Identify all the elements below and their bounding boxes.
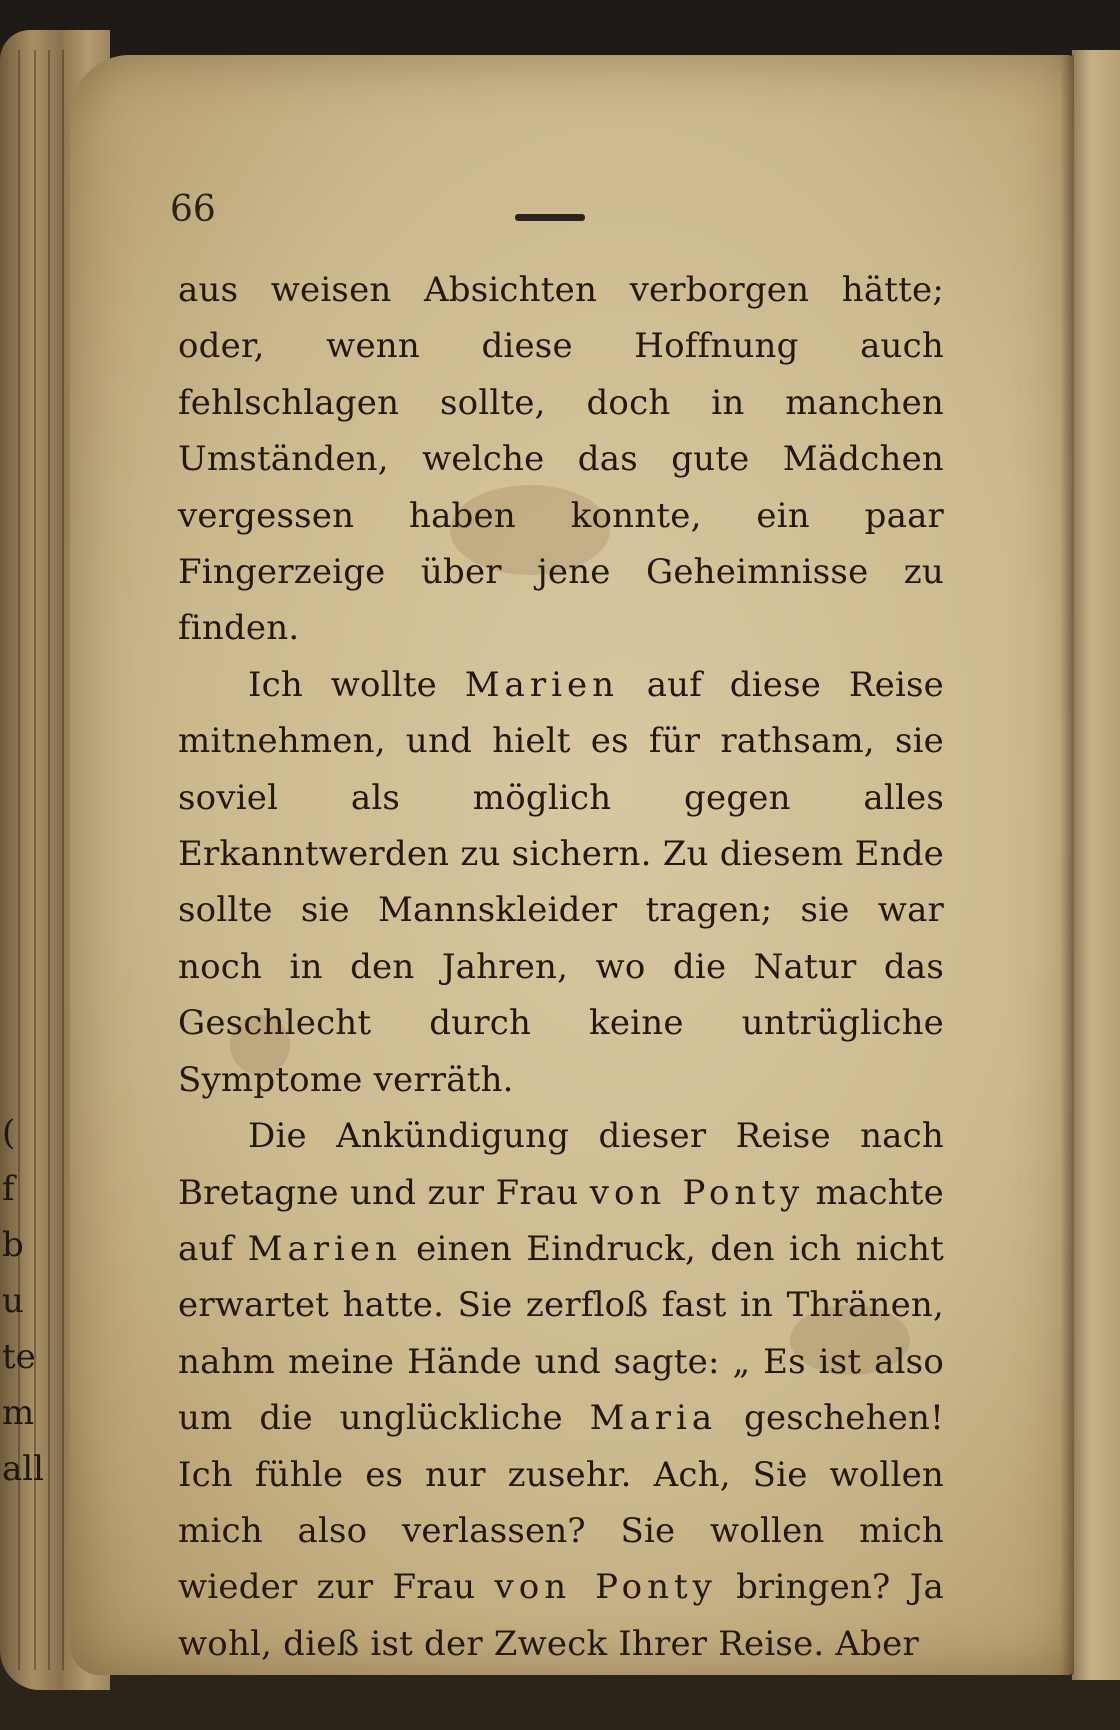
facing-fragment: m [2, 1393, 35, 1433]
facing-fragment: all [2, 1449, 45, 1489]
spaced-name: von Ponty [494, 1567, 717, 1608]
header-rule [515, 214, 585, 221]
text-segment: machte auf [178, 1172, 944, 1269]
adjacent-page-edge [1072, 50, 1120, 1680]
page-gutter-shadow [1060, 55, 1074, 1675]
body-text [178, 262, 944, 1672]
facing-fragment: f [2, 1169, 15, 1209]
paragraph [178, 1108, 944, 1672]
text-segment: bringen? Ja wohl, dieß ist der Zweck Ihrer Reise. Aber [178, 1567, 944, 1664]
spaced-name: Maria [589, 1398, 718, 1439]
facing-fragment: te [2, 1337, 36, 1377]
spaced-name: von Ponty [589, 1172, 805, 1213]
facing-page-fragments [2, 1105, 45, 1497]
text-segment: aus weisen Absichten verborgen hätte; oder, wenn diese Hoffnung auch fehlschlagen sollte, doch in manchen Umständen, welche das gute Mädchen vergessen haben konnte, ein paar Fingerzeige über jene Geheimnisse zu finden. [178, 270, 944, 649]
facing-fragment: b [2, 1225, 24, 1265]
text-segment: einen Eindruck, den ich nicht erwartet hatte. Sie zerfloß fast in Thränen, nahm meine Hände und sagte: „ Es ist also um die unglückliche [178, 1228, 944, 1439]
text-segment: geschehen! Ich fühle es nur zusehr. Ach, Sie wollen mich also verlassen? Sie wollen mich wieder zur Frau [178, 1398, 944, 1608]
facing-fragment: u [2, 1281, 24, 1321]
page-number: 66 [170, 189, 216, 230]
text-segment: Ich wollte [248, 664, 465, 705]
paragraph [178, 657, 944, 1108]
spaced-name: Marien [464, 664, 619, 705]
text-segment: auf diese Reise mitnehmen, und hielt es für rathsam, sie soviel als möglich gegen alles Erkanntwerden zu sichern. Zu diesem Ende sollte sie Mannskleider tragen; sie war noch in den Jahren, wo die Natur das Geschlecht durch keine untrügliche Symptome verräth. [178, 664, 944, 1100]
facing-fragment: ( [2, 1113, 16, 1153]
text-segment: Die Ankündigung dieser Reise nach Bretagne und zur Frau [178, 1116, 944, 1213]
spaced-name: Marien [247, 1228, 402, 1269]
paragraph [178, 262, 944, 657]
